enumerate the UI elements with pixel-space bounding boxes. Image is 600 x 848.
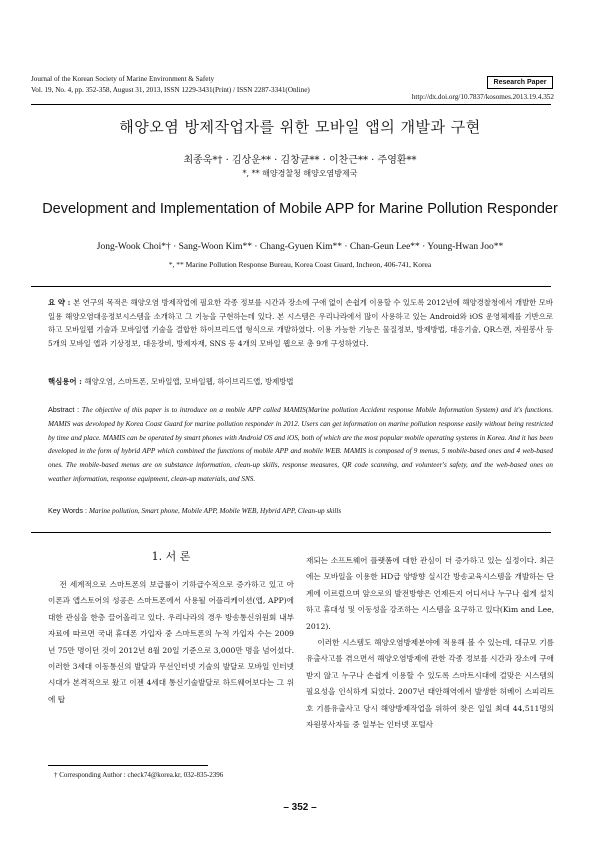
section-heading: 1. 서 론 xyxy=(151,550,191,563)
keywords-english-text: Marine pollution, Smart phone, Mobile APP, Mobile WEB, Hybrid APP, Clean-up skills xyxy=(89,507,342,515)
doi-link[interactable]: http://dx.doi.org/10.7837/kosomes.2013.19.4.352 xyxy=(411,93,554,101)
affiliation-english: *, ** Marine Pollution Response Bureau, Korea Coast Guard, Incheon, 406-741, Korea xyxy=(168,260,432,269)
journal-info xyxy=(31,74,310,96)
abstract-english xyxy=(48,403,553,487)
research-paper-badge: Research Paper xyxy=(487,76,553,89)
footnote-rule xyxy=(48,765,208,766)
abstract-english-label: Abstract : xyxy=(48,405,82,414)
title-korean: 해양오염 방제작업자를 위한 모바일 앱의 개발과 구현 xyxy=(119,118,481,136)
abstract-top-rule xyxy=(31,286,551,287)
abstract-english-text: The objective of this paper is to introduce on a mobile APP called MAMIS(Marine pollution Accident response Mobile Information System) and it's functions. MAMIS was devoloped by Korea Coast Guard for marine pollution responder in 2012. Users can get information on marine pollution response easily without being restricted by time and place. MAMIS can be operated by smart phones with Android OS and iOS, both of which are the most popular mobile operating systems in Korea. And it has been developed in the form of hybrid APP which combined the functions of mobile APP and mobile WEB. MAMIS is composed of 9 menus, 5 mobile-based ones and 4 web-based ones. The mobile-based menus are on substance information, clean-up skills, response measures, QR code scanning, and volunteer's safety, and the web-based ones on weather information, response equipment, clean-up materials, and SNS. xyxy=(48,406,553,483)
authors-english: Jong-Wook Choi*† · Sang-Woon Kim** · Chang-Gyuen Kim** · Chan-Geun Lee** · Young-Hwan Joo** xyxy=(96,242,504,252)
keywords-korean-text: 해양오염, 스마트폰, 모바일앱, 모바일웹, 하이브리드앱, 방제방법 xyxy=(84,377,294,386)
footnote: † Corresponding Author : check74@korea.kr, 032-835-2396 xyxy=(54,771,224,779)
abstract-bottom-rule xyxy=(31,532,551,533)
keywords-korean xyxy=(48,376,553,387)
abstract-korean-text: 본 연구의 목적은 해양오염 방제작업에 필요한 각종 정보를 시간과 장소에 구애 없이 손쉽게 이용할 수 있도록 2012년에 해양경찰청에서 개발한 모바일용 해양오염대응정보시스템을 소개하고 그 기능을 구현하는데 있다. 본 시스템은 우리나라에서 많이 사용하고 있는 Android와 iOS 운영체제를 기반으로 하고 모바일웹 기술과 모바일앱 기술을 결합한 하이브리드앱 형식으로 개발하였다. 이용 가능한 기능은 물질정보, 방제방법, 대응기술, QR스캔, 자원봉사 등 5개의 모바일 앱과 기상정보, 대응장비, 방제자재, SNS 등 4개의 모바일 웹으로 총 9개 구성하였다. xyxy=(48,298,553,348)
journal-volume: Vol. 19, No. 4, pp. 352-358, August 31, 2013, ISSN 1229-3431(Print) / ISSN 2287-3341(Online) xyxy=(31,86,310,94)
page-number: – 352 – xyxy=(283,802,317,813)
affiliation-korean: *, ** 해양경찰청 해양오염방제국 xyxy=(242,169,358,178)
keywords-korean-label: 핵심용어 : xyxy=(48,377,85,386)
authors-korean: 최종욱*† · 김상운** · 김창균** · 이찬근** · 주영환** xyxy=(183,155,417,166)
journal-name: Journal of the Korean Society of Marine Environment & Safety xyxy=(31,75,215,83)
abstract-korean-label: 요 약 : xyxy=(48,298,74,307)
paragraph: 전 세계적으로 스마트폰의 보급률이 기하급수적으로 증가하고 있고 아이폰과 앱스토어의 성공은 스마트폰에서 사용될 어플리케이션(앱, APP)에 대한 관심을 한층 끌어올리고 있다. 우리나라의 경우 방송통신위원회 내부자료에 따르면 국내 휴대폰 가입자 중 스마트폰의 누적 가입자 수는 2009년 75만 명이던 것이 2012년 8월 20일 기준으로 3,000만 명을 넘어섰다. 이러한 3세대 이동통신의 발달과 무선인터넷 기술의 발달로 모바일 인터넷 시대가 본격적으로 왔고 이젠 4세대 통신기술발달로 하드웨어보다는 그 위에 탑 xyxy=(48,580,294,704)
paragraph: 이러한 시스템도 해양오염방제분야에 적용해 볼 수 있는데, 대규모 기름유출사고를 겪으면서 해양오염방제에 관한 각종 정보를 시간과 장소에 구애받지 않고 누구나 손쉽게 이용할 수 있도록 스마트시대에 걸맞은 시스템의 필요성을 인식하게 되었다. 2007년 태안해역에서 발생한 허베이 스피리트호 기름유출사고 당시 해양방제작업을 위하여 찾은 일일 최대 44,511명의 자원봉사자들 중 일부는 인터넷 포털사 xyxy=(306,638,554,730)
body-column-left xyxy=(48,577,294,708)
abstract-korean xyxy=(48,296,553,350)
paragraph: 재되는 소프트웨어 플랫폼에 대한 관심이 더 증가하고 있는 실정이다. 최근에는 모바일을 이용한 HD급 양방향 실시간 방송교육시스템을 개발하는 단계에 이르렀으며 앞으로의 발전방향은 언제든지 어디서나 누구나 쉽게 설치하고 휴대성 및 이동성을 강조하는 시스템을 요구하고 있다(Kim and Lee, 2012). xyxy=(306,556,554,631)
keywords-english-label: Key Words : xyxy=(48,506,90,515)
body-column-right xyxy=(306,553,554,733)
keywords-english xyxy=(48,506,553,515)
header-rule xyxy=(31,104,551,105)
title-english: Development and Implementation of Mobile APP for Marine Pollution Responder xyxy=(42,201,558,217)
